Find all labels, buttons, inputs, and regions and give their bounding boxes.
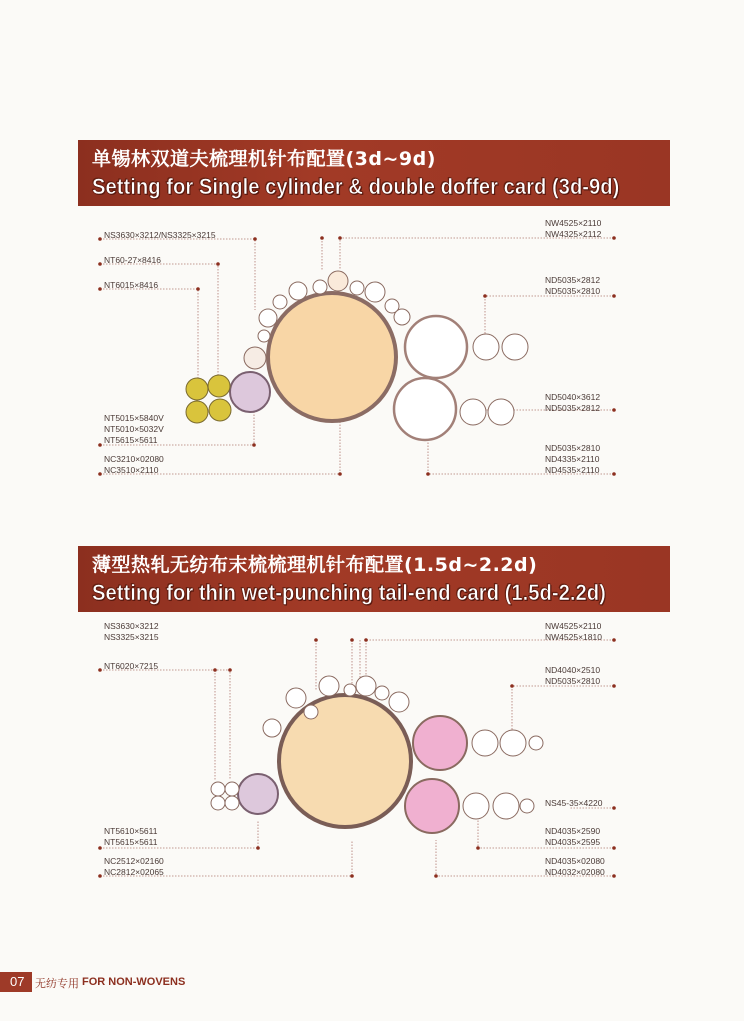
label-nd4040: ND4040×2510 (545, 665, 601, 675)
label-nd5035-d: ND5035×2810 (545, 443, 601, 453)
label-nt6020: NT6020×7215 (104, 661, 159, 671)
label-nd5035-a: ND5035×2812 (545, 275, 601, 285)
s2-taker-in (238, 774, 278, 814)
label-nt5615: NT5615×5611 (104, 435, 158, 445)
s2-worker-7 (375, 686, 389, 700)
worker-10 (258, 330, 270, 342)
leader-nw (340, 238, 614, 270)
label-ns: NS3630×3212/NS3325×3215 (104, 230, 216, 240)
feed-roll-3 (186, 401, 208, 423)
label-nt60-27: NT60-27×8416 (104, 255, 161, 265)
stripper-1a (473, 334, 499, 360)
label-nt5610: NT5610×5611 (104, 826, 158, 836)
main-cylinder-2 (279, 695, 411, 827)
taker-in-lilac (230, 372, 270, 412)
label-nd5035-b: ND5035×2810 (545, 286, 601, 296)
label-ns45-35: NS45-35×4220 (545, 798, 603, 808)
worker-6 (350, 281, 364, 295)
doffer-upper (405, 316, 467, 378)
label-nc2812: NC2812×02065 (104, 867, 164, 877)
s2-stripper-1 (472, 730, 498, 756)
label-nd4035-a: ND4035×2590 (545, 826, 601, 836)
leader-nt6015 (100, 289, 198, 400)
worker-2 (273, 295, 287, 309)
stripper-2a (460, 399, 486, 425)
worker-4 (313, 280, 327, 294)
s2-feed-4 (225, 796, 239, 810)
s2-feed-3 (211, 796, 225, 810)
doffer-lower (394, 378, 456, 440)
main-cylinder (268, 293, 396, 421)
label-ns3325: NS3325×3215 (104, 632, 159, 642)
stripper-2b (488, 399, 514, 425)
label-nd4535: ND4535×2110 (545, 465, 600, 475)
doffer-pink-lower (405, 779, 459, 833)
label-nd5035: ND5035×2810 (545, 676, 601, 686)
leader-nd5035-top (485, 296, 614, 340)
label-nd4032: ND4032×02080 (545, 867, 605, 877)
footer-en: FOR NON-WOVENS (82, 976, 186, 988)
s2-worker-5 (344, 684, 356, 696)
label-nc3210: NC3210×02080 (104, 454, 164, 464)
s2-stripper-6 (520, 799, 534, 813)
doffer-pink-upper (413, 716, 467, 770)
leader-ns (100, 239, 255, 310)
stripper-1b (502, 334, 528, 360)
taker-in-small (244, 347, 266, 369)
page-footer (0, 972, 186, 994)
section1-title-en: Setting for Single cylinder & double doffer card (3d-9d) (92, 174, 620, 199)
feed-roll-1 (186, 378, 208, 400)
worker-3 (289, 282, 307, 300)
label-nw4525: NW4525×2110 (545, 218, 602, 228)
worker-1 (259, 309, 277, 327)
footer-cn: 无纺专用 (35, 977, 79, 990)
worker-5 (328, 271, 348, 291)
worker-7 (365, 282, 385, 302)
s2-stripper-3 (529, 736, 543, 750)
label-nc2512: NC2512×02160 (104, 856, 164, 866)
feed-roll-2 (208, 375, 230, 397)
section2-title-en: Setting for thin wet-punching tail-end card (1.5d-2.2d) (92, 580, 606, 605)
label-nt5615: NT5615×5611 (104, 837, 158, 847)
s2-worker-8 (389, 692, 409, 712)
label-nd5035-c: ND5035×2812 (545, 403, 601, 413)
feed-roll-4 (209, 399, 231, 421)
s2-stripper-5 (493, 793, 519, 819)
s2-worker-6 (356, 676, 376, 696)
label-nd4035-b: ND4035×2595 (545, 837, 601, 847)
label-nd4035-c: ND4035×02080 (545, 856, 605, 866)
label-nw4525-a: NW4525×2110 (545, 621, 602, 631)
section2-title-cn: 薄型热轧无纺布末梳梳理机针布配置(1.5d~2.2d) (92, 554, 538, 576)
section1-rollers (186, 271, 528, 440)
page-number: 07 (0, 972, 32, 992)
section1-title-cn: 单锡林双道夫梳理机针布配置(3d~9d) (92, 148, 436, 170)
s2-worker-2 (286, 688, 306, 708)
leader-nd4040 (512, 686, 614, 735)
s2-worker-4 (319, 676, 339, 696)
label-nw4525-b: NW4525×1810 (545, 632, 602, 642)
label-nt6015: NT6015×8416 (104, 280, 159, 290)
s2-feed-2 (225, 782, 239, 796)
label-ns3630: NS3630×3212 (104, 621, 159, 631)
label-nw4325: NW4325×2112 (545, 229, 602, 239)
s2-worker-1 (263, 719, 281, 737)
label-nt5010: NT5010×5032V (104, 424, 164, 434)
worker-9 (394, 309, 410, 325)
leader-nt6020 (100, 670, 230, 780)
s2-stripper-4 (463, 793, 489, 819)
label-nd5040: ND5040×3612 (545, 392, 601, 402)
s2-stripper-2 (500, 730, 526, 756)
s2-worker-3 (304, 705, 318, 719)
label-nt5015: NT5015×5840V (104, 413, 164, 423)
s2-feed-1 (211, 782, 225, 796)
section2-rollers (211, 676, 543, 833)
label-nd4335: ND4335×2110 (545, 454, 600, 464)
label-nc3510: NC3510×2110 (104, 465, 159, 475)
